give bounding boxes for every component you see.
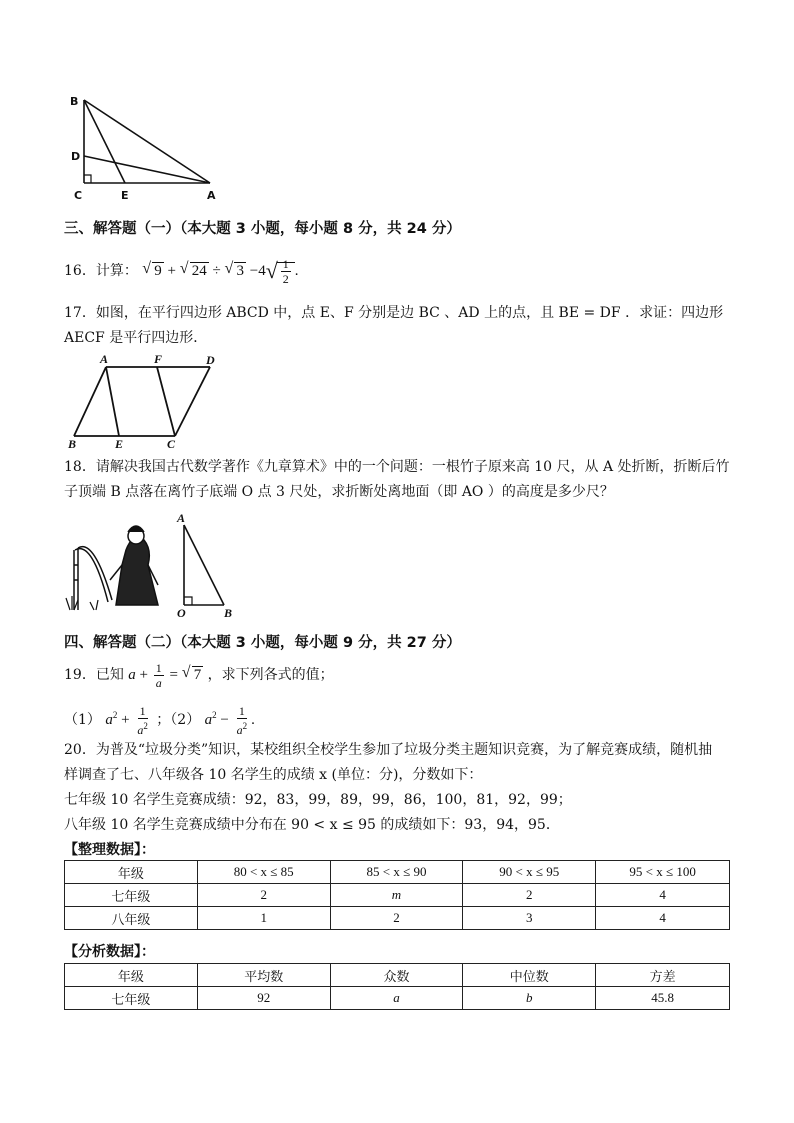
table-row: [65, 907, 730, 930]
right-angle-mark: [184, 597, 192, 605]
parallelogram-figure: [60, 352, 230, 452]
segment-ab: [184, 525, 224, 605]
label-c: C: [74, 189, 83, 202]
header-cell: 80 < x ≤ 85: [197, 861, 330, 884]
header-cell: 众数: [330, 964, 463, 987]
table-cell: 92: [197, 987, 330, 1010]
table-cell: 2: [197, 884, 330, 907]
label-o: O: [177, 606, 186, 620]
segment-ba: [84, 100, 210, 183]
segment-ae: [106, 367, 119, 436]
table-cell: 4: [596, 884, 730, 907]
q16-prefix: 16．计算：: [64, 262, 138, 279]
question-17-line-2: AECF 是平行四边形．: [64, 330, 208, 346]
question-16: 16．计算： √ 9 + √ 24 ÷ √ 3 −4 √ $\frac{1}{2}$ .: [64, 257, 299, 286]
question-20-line-3: 七年级 10 名学生竞赛成绩：92，83，99，89，99，86，100，81，92，99；: [64, 792, 572, 808]
segment-fc: [157, 367, 175, 436]
table-header-row: [65, 964, 730, 987]
question-17-line-1: 17．如图，在平行四边形 ABCD 中，点 E、F 分别是边 BC 、AD 上的点，且 BE = DF ．求证：四边形: [64, 305, 724, 321]
table-cell: 八年级: [65, 907, 198, 930]
header-cell: 中位数: [463, 964, 596, 987]
header-cell: 85 < x ≤ 90: [330, 861, 463, 884]
header-cell: 90 < x ≤ 95: [463, 861, 596, 884]
header-cell: 平均数: [197, 964, 330, 987]
table-1-title: 【整理数据】：: [64, 842, 155, 858]
question-19-parts: （1） $a^2$ + $\frac{1}{a^2}$ ；（2） $a^2$ − $\frac{1}{a^2}$ .: [64, 704, 255, 737]
table-cell: 2: [330, 907, 463, 930]
triangle-figure: [60, 90, 230, 205]
organized-data-table: [64, 860, 730, 930]
table-cell: 七年级: [65, 987, 198, 1010]
sqrt-24: √ 24: [179, 259, 207, 279]
table-row: [65, 884, 730, 907]
label-f: F: [154, 352, 163, 366]
table-cell: 七年级: [65, 884, 198, 907]
table-header-row: [65, 861, 730, 884]
label-d: D: [71, 150, 81, 163]
question-19: 19．已知 a + $\frac{1}{a}$ = √ 7 ，求下列各式的值；: [64, 661, 334, 690]
sqrt-3: √ 3: [224, 259, 244, 279]
sqrt-half: √ $\frac{1}{2}$: [266, 257, 295, 286]
label-b: B: [68, 437, 77, 451]
table-cell: 1: [197, 907, 330, 930]
segment-da: [84, 156, 210, 183]
segment-be: [84, 100, 125, 183]
label-a: A: [177, 511, 186, 525]
header-cell: 95 < x ≤ 100: [596, 861, 730, 884]
question-20-line-4: 八年级 10 名学生竞赛成绩中分布在 90 < x ≤ 95 的成绩如下：93，94，95．: [64, 817, 560, 833]
table-cell: 2: [463, 884, 596, 907]
table-cell: m: [330, 884, 463, 907]
label-a: A: [207, 189, 216, 202]
label-a: A: [100, 352, 109, 366]
question-18-line-2: 子顶端 B 点落在离竹子底端 O 点 3 尺处，求折断处离地面（即 AO ）的高度是多少尺？: [64, 484, 614, 500]
label-e: E: [121, 189, 129, 202]
table-row: [65, 987, 730, 1010]
section-3-title: 三、解答题（一）（本大题 3 小题，每小题 8 分，共 24 分）: [64, 221, 461, 237]
segment-ab: [74, 367, 106, 436]
analysis-data-table: [64, 963, 730, 1010]
label-b: B: [224, 606, 233, 620]
question-20-line-1: 20．为普及“垃圾分类”知识，某校组织全校学生参加了垃圾分类主题知识竞赛，为了解竞赛成绩，随机抽: [64, 742, 713, 758]
label-c: C: [167, 437, 176, 451]
header-cell: 年级: [65, 861, 198, 884]
table-cell: a: [330, 987, 463, 1010]
table-cell: 45.8: [596, 987, 730, 1010]
label-b: B: [70, 95, 79, 108]
table-cell: 4: [596, 907, 730, 930]
label-e: E: [115, 437, 124, 451]
sqrt-9: √ 9: [142, 259, 162, 279]
table-cell: 3: [463, 907, 596, 930]
header-cell: 年级: [65, 964, 198, 987]
segment-dc: [175, 367, 210, 436]
table-cell: b: [463, 987, 596, 1010]
question-20-line-2: 样调查了七、八年级各 10 名学生的成绩 x (单位：分)，分数如下：: [64, 767, 483, 783]
header-cell: 方差: [596, 964, 730, 987]
section-4-title: 四、解答题（二）（本大题 3 小题，每小题 9 分，共 27 分）: [64, 635, 461, 651]
table-2-title: 【分析数据】：: [64, 944, 155, 960]
label-d: D: [206, 353, 215, 367]
bamboo-illustration: [64, 510, 244, 620]
question-18-line-1: 18．请解决我国古代数学著作《九章算术》中的一个问题：一根竹子原来高 10 尺，从 A 处折断，折断后竹: [64, 459, 730, 475]
right-angle-mark: [84, 175, 91, 183]
